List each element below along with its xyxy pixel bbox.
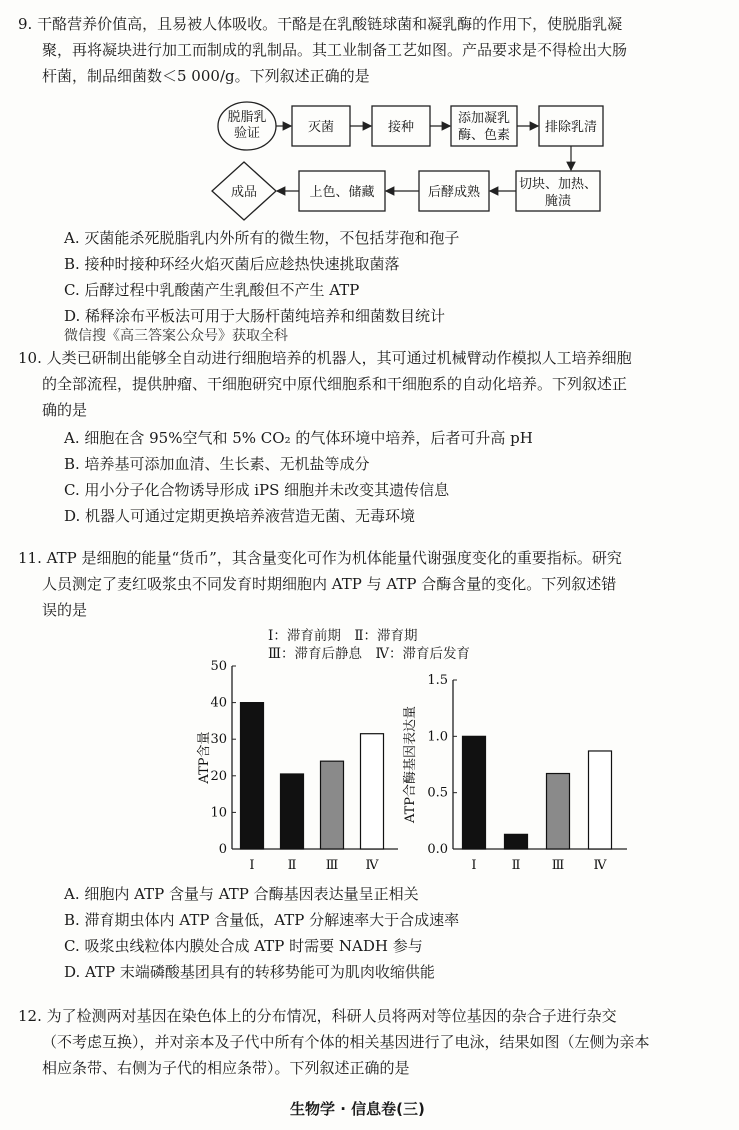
flow-start-label-2: 验证: [233, 126, 261, 141]
q11-option-c: C. 吸浆虫线粒体内膜处合成 ATP 时需要 NADH 参与: [64, 937, 423, 955]
q9-flowchart: [0, 96, 739, 226]
chart1-bar-2: [321, 761, 344, 849]
atp-synthase-expression-chart: [400, 670, 620, 890]
chart1-bar-3: [361, 734, 384, 849]
flow-step-4-label: 排除乳清: [544, 120, 598, 135]
q12-line-2: （不考虑互换），并对亲本及子代中所有个体的相关基因进行了电泳，结果如图（左侧为亲本: [42, 1033, 650, 1051]
chart2-ylabel: ATP合酶基因表达量: [403, 705, 418, 824]
q11-option-a: A. 细胞内 ATP 含量与 ATP 合酶基因表达量呈正相关: [64, 885, 419, 903]
chart2-xtick-label-1: Ⅱ: [511, 858, 521, 873]
page-footer: 生物学 · 信息卷(三): [290, 1100, 425, 1118]
chart2-ytick-label-3: 1.5: [427, 673, 448, 688]
chart1-bar-1: [281, 774, 304, 849]
flow-step-3-label-2: 酶、色素: [457, 128, 511, 143]
watermark-text: 微信搜《高三答案公众号》获取全科: [64, 328, 288, 344]
chart1-ytick-label-2: 20: [210, 768, 227, 784]
chart1-ytick-label-4: 40: [210, 695, 227, 711]
q10-line-1: 10. 人类已研制出能够全自动进行细胞培养的机器人，其可通过机械臂动作模拟人工培养细胞: [18, 349, 632, 367]
flow-step-3-label-1: 添加凝乳: [457, 111, 511, 126]
chart-legend-line-1: Ⅰ：滞育前期 Ⅱ：滞育期: [268, 628, 418, 644]
chart1-bar-0: [241, 703, 264, 849]
chart1-ytick-label-3: 30: [210, 732, 227, 748]
q9-line-3: 杆菌，制品细菌数＜5 000/g。下列叙述正确的是: [42, 67, 370, 85]
q11-option-d: D. ATP 末端磷酸基团具有的转移势能可为肌肉收缩供能: [64, 963, 435, 981]
q10-option-b: B. 培养基可添加血清、生长素、无机盐等成分: [64, 455, 370, 473]
q10-line-3: 确的是: [42, 401, 88, 419]
flow-end-label: 成品: [230, 185, 258, 200]
atp-content-chart: [180, 660, 390, 880]
q9-option-b: B. 接种时接种环经火焰灭菌后应趁热快速挑取菌落: [64, 255, 400, 273]
q10-option-d: D. 机器人可通过定期更换培养液营造无菌、无毒环境: [64, 507, 416, 525]
chart2-bar-2: [547, 774, 570, 849]
chart1-ytick-label-1: 10: [210, 805, 227, 821]
chart2-xtick-label-2: Ⅲ: [551, 858, 565, 873]
chart-legend-line-2: Ⅲ：滞育后静息 Ⅳ：滞育后发育: [268, 646, 471, 662]
q9-line-2: 聚，再将凝块进行加工而制成的乳制品。其工业制备工艺如图。产品要求是不得检出大肠: [42, 41, 628, 59]
q12-line-1: 12. 为了检测两对基因在染色体上的分布情况，科研人员将两对等位基因的杂合子进行杂交: [18, 1007, 617, 1025]
q9-option-c: C. 后酵过程中乳酸菌产生乳酸但不产生 ATP: [64, 281, 360, 299]
chart2-ytick-label-2: 1.0: [427, 729, 448, 745]
chart2-bar-1: [505, 834, 528, 849]
chart1-xtick-label-1: Ⅱ: [287, 858, 297, 873]
flow-step-1-label: 灭菌: [307, 120, 335, 135]
chart1-xtick-label-2: Ⅲ: [325, 858, 339, 873]
chart2-ytick-label-1: 0.5: [427, 785, 448, 801]
chart1-ytick-label-5: 50: [210, 659, 227, 674]
q10-option-a: A. 细胞在含 95%空气和 5% CO₂ 的气体环境中培养，后者可升高 pH: [64, 429, 533, 447]
flow-step-5-label-2: 腌渍: [544, 194, 572, 209]
flow-step-2-label: 接种: [387, 120, 415, 135]
q11-line-3: 误的是: [42, 601, 88, 619]
chart1-ytick-label-0: 0: [218, 842, 227, 857]
chart2-bar-3: [589, 751, 612, 849]
flow-start-label-1: 脱脂乳: [227, 110, 267, 125]
chart2-xtick-label-3: Ⅳ: [593, 858, 607, 873]
chart2-bar-0: [463, 736, 486, 849]
q11-option-b: B. 滞育期虫体内 ATP 含量低，ATP 分解速率大于合成速率: [64, 911, 460, 929]
flow-step-6-label: 后酵成熟: [427, 185, 481, 200]
chart1-xtick-label-0: Ⅰ: [249, 858, 255, 873]
q9-option-a: A. 灭菌能杀死脱脂乳内外所有的微生物，不包括芽孢和孢子: [64, 229, 460, 247]
chart2-ytick-label-0: 0.0: [427, 842, 448, 857]
q9-option-d: D. 稀释涂布平板法可用于大肠杆菌纯培养和细菌数目统计: [64, 307, 446, 325]
q11-line-2: 人员测定了麦红吸浆虫不同发育时期细胞内 ATP 与 ATP 合酶含量的变化。下列叙述错: [42, 575, 617, 593]
chart1-ylabel: ATP含量: [197, 731, 212, 784]
flow-step-7-label: 上色、储藏: [309, 185, 375, 200]
q9-line-1: 9. 干酪营养价值高，且易被人体吸收。干酪是在乳酸链球菌和凝乳酶的作用下，使脱脂乳凝: [18, 15, 623, 33]
q12-line-3: 相应条带、右侧为子代的相应条带）。下列叙述正确的是: [42, 1059, 410, 1077]
q10-line-2: 的全部流程，提供肿瘤、干细胞研究中原代细胞系和干细胞系的自动化培养。下列叙述正: [42, 375, 628, 393]
chart2-xtick-label-0: Ⅰ: [471, 858, 477, 873]
q10-option-c: C. 用小分子化合物诱导形成 iPS 细胞并未改变其遗传信息: [64, 481, 450, 499]
q11-line-1: 11. ATP 是细胞的能量“货币”，其含量变化可作为机体能量代谢强度变化的重要指标。研究: [18, 549, 622, 567]
flow-step-5-label-1: 切块、加热、: [518, 177, 598, 192]
chart1-xtick-label-3: Ⅳ: [365, 858, 379, 873]
